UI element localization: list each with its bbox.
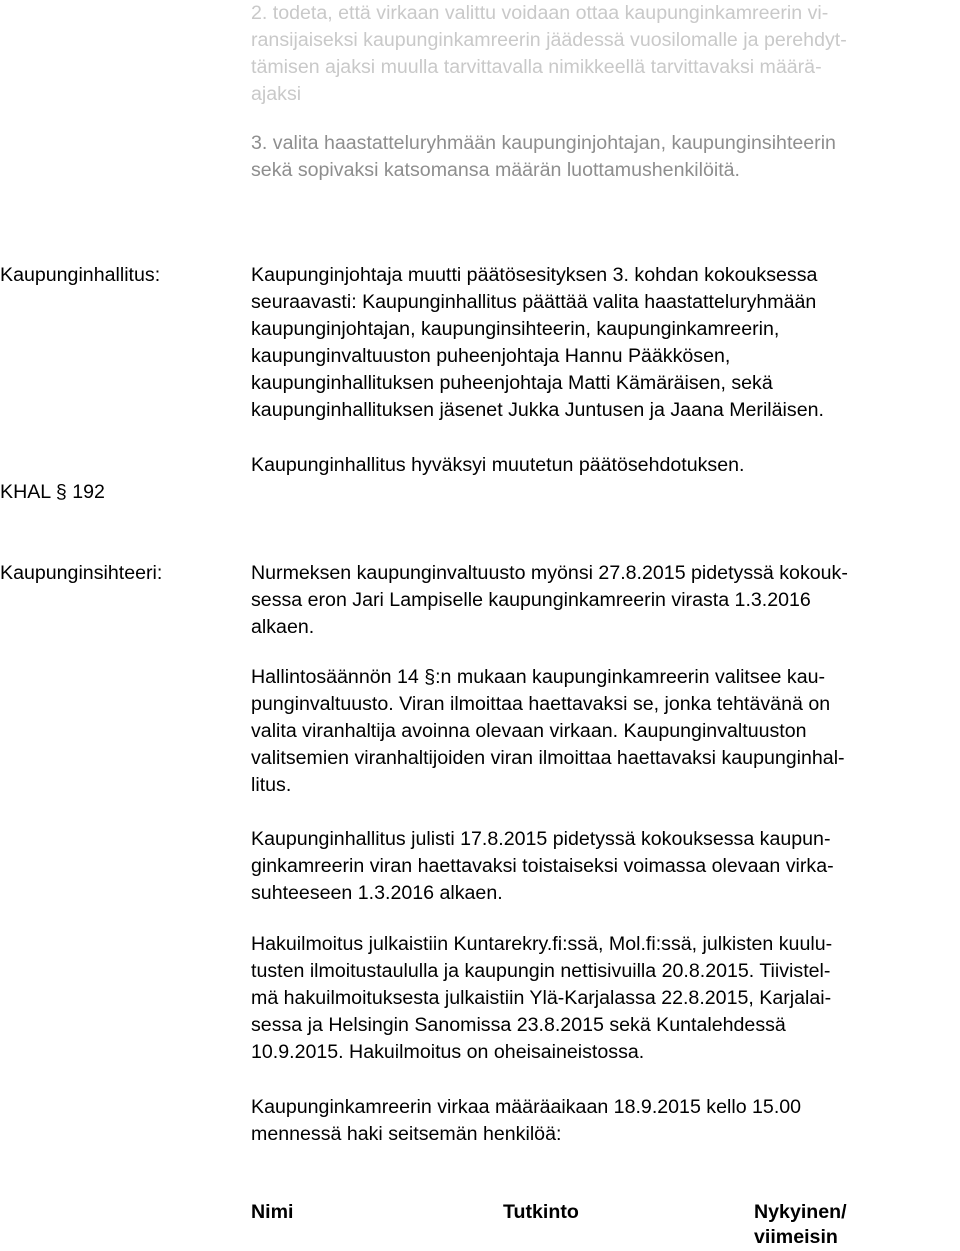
para4-line-5: 10.9.2015. Hakuilmoitus on oheisaineistossa. <box>251 1041 645 1063</box>
item3-line-2: sekä sopivaksi katsomansa määrän luottamushenkilöitä. <box>251 159 741 181</box>
para5-line-2: mennessä haki seitsemän henkilöä: <box>251 1123 562 1145</box>
sihteeri-label: Kaupunginsihteeri: <box>0 562 163 584</box>
para1-line-2: sessa eron Jari Lampiselle kaupunginkamreerin virasta 1.3.2016 <box>251 589 811 611</box>
khal-decision-line-5: kaupunginhallituksen puheenjohtaja Matti Kämäräisen, sekä <box>251 372 773 394</box>
item2-line-3: tämisen ajaksi muulla tarvittavalla nimikkeellä tarvittavaksi määrä- <box>251 56 822 78</box>
item2-line-1: 2. todeta, että virkaan valittu voidaan ottaa kaupunginkamreerin vi- <box>251 2 829 24</box>
khal-decision-line-2: seuraavasti: Kaupunginhallitus päättää valita haastatteluryhmään <box>251 291 817 313</box>
para4-line-1: Hakuilmoitus julkaistiin Kuntarekry.fi:ssä, Mol.fi:ssä, julkisten kuulu- <box>251 933 833 955</box>
para2-line-2: punginvaltuusto. Viran ilmoittaa haettavaksi se, jonka tehtävänä on <box>251 693 831 715</box>
khal-approval: Kaupunginhallitus hyväksyi muutetun päätösehdotuksen. <box>251 454 745 476</box>
para3-line-1: Kaupunginhallitus julisti 17.8.2015 pidetyssä kokouksessa kaupun- <box>251 828 831 850</box>
para4-line-4: sessa ja Helsingin Sanomissa 23.8.2015 sekä Kuntalehdessä <box>251 1014 786 1036</box>
khal-decision-line-1: Kaupunginjohtaja muutti päätösesityksen 3. kohdan kokouksessa <box>251 264 818 286</box>
table-header-current-line-1: Nykyinen/ <box>754 1201 847 1223</box>
para1-line-3: alkaen. <box>251 616 315 638</box>
khal-decision-line-4: kaupunginvaltuuston puheenjohtaja Hannu Pääkkösen, <box>251 345 731 367</box>
khal-reference: KHAL § 192 <box>0 481 105 503</box>
item2-line-4: ajaksi <box>251 83 302 105</box>
khal-label: Kaupunginhallitus: <box>0 264 161 286</box>
para1-line-1: Nurmeksen kaupunginvaltuusto myönsi 27.8.2015 pidetyssä kokouk- <box>251 562 848 584</box>
para4-line-2: tusten ilmoitustaululla ja kaupungin nettisivuilla 20.8.2015. Tiivistel- <box>251 960 831 982</box>
item3-line-1: 3. valita haastatteluryhmään kaupunginjohtajan, kaupunginsihteerin <box>251 132 836 154</box>
para2-line-1: Hallintosäännön 14 §:n mukaan kaupunginkamreerin valitsee kau- <box>251 666 826 688</box>
para2-line-5: litus. <box>251 774 292 796</box>
table-header-current-line-2: viimeisin <box>754 1226 838 1248</box>
para5-line-1: Kaupunginkamreerin virkaa määräaikaan 18.9.2015 kello 15.00 <box>251 1096 802 1118</box>
item2-line-2: ransijaiseksi kaupunginkamreerin jäädessä vuosilomalle ja perehdyt- <box>251 29 847 51</box>
para3-line-2: ginkamreerin viran haettavaksi toistaiseksi voimassa olevaan virka- <box>251 855 834 877</box>
para2-line-3: valita viranhaltija avoinna olevaan virkaan. Kaupunginvaltuuston <box>251 720 807 742</box>
para3-line-3: suhteeseen 1.3.2016 alkaen. <box>251 882 503 904</box>
table-header-name: Nimi <box>251 1201 294 1223</box>
para2-line-4: valitsemien viranhaltijoiden viran ilmoittaa haettavaksi kaupunginhal- <box>251 747 845 769</box>
para4-line-3: mä hakuilmoituksesta julkaistiin Ylä-Karjalassa 22.8.2015, Karjalai- <box>251 987 832 1009</box>
khal-decision-line-6: kaupunginhallituksen jäsenet Jukka Juntusen ja Jaana Meriläisen. <box>251 399 824 421</box>
khal-decision-line-3: kaupunginjohtajan, kaupunginsihteerin, kaupunginkamreerin, <box>251 318 780 340</box>
table-header-degree: Tutkinto <box>503 1201 579 1223</box>
